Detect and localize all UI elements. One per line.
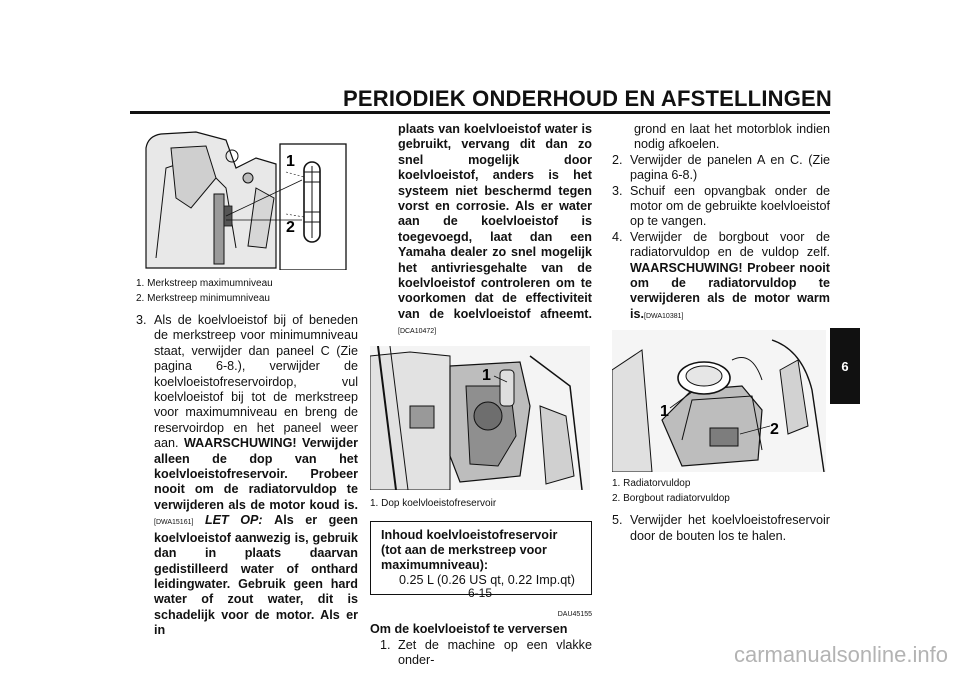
column-right: [612, 122, 830, 544]
step-number: 3.: [136, 313, 147, 327]
caption-line-1: 1. Merkstreep maximumniveau: [136, 278, 273, 289]
radiator-cap-illustration: [612, 330, 826, 472]
step-1-continued: grond en laat het motorblok indien nodig afkoelen.: [634, 122, 830, 152]
warning-text: WAARSCHUWING! Verwijder alleen de dop van het koelvloeistofreservoir. Probeer nooit om de radiatorvuldop te verwijderen als de motor koud is.: [154, 436, 358, 512]
reservoir-cap-illustration: [370, 346, 590, 490]
caution-continued: [370, 122, 592, 340]
caption-line-2: 2. Merkstreep minimumniveau: [136, 293, 270, 304]
reference-code: DAU45155: [557, 610, 592, 618]
figure-caption: 1. Dop koelvloeistofreservoir: [370, 497, 497, 509]
figure-caption: [612, 476, 830, 506]
figure-label-2: 2: [286, 219, 295, 236]
step-4: [612, 230, 830, 324]
letop-text: Als er geen koelvloeistof aanwezig is, gebruik dan in plaats daarvan gedistilleerd water of onthard leidingwater. Gebruik geen hard water of zout water, dit is schadelijk voor de motor. Als er in: [154, 513, 358, 638]
step-number: 4.: [612, 229, 623, 244]
page-number: 6-15: [468, 586, 493, 600]
spec-title: Inhoud koelvloeistofreservoir (tot aan de merkstreep voor maximumniveau):: [381, 527, 558, 572]
step-text: Schuif een opvangbak onder de motor om de gebruikte koelvloeistof op te vangen.: [630, 183, 830, 229]
spec-box: [370, 521, 592, 595]
figure-coolant-level-marks: [136, 128, 356, 270]
step-number: 3.: [612, 183, 623, 198]
figure-radiator-cap: [612, 330, 826, 472]
page-header-title: PERIODIEK ONDERHOUD EN AFSTELLINGEN: [343, 86, 832, 111]
warning-text: WAARSCHUWING! Probeer nooit om de radiatorvuldop te verwijderen als de motor warm is.: [630, 260, 830, 321]
step-1: [370, 638, 592, 669]
step-text: Zet de machine op een vlakke onder-: [398, 637, 592, 667]
section-title: Om de koelvloeistof te verversen: [370, 622, 568, 637]
watermark: carmanualsonline.info: [733, 642, 948, 667]
spec-value: 0.25 L (0.26 US qt, 0.22 Imp.qt): [399, 572, 575, 587]
step-number: 1.: [380, 637, 391, 652]
caption-line-2: 2. Borgbout radiatorvuldop: [612, 493, 730, 505]
figure-label-1: 1: [286, 153, 295, 170]
figure-caption: [136, 276, 358, 306]
step-text: Verwijder de panelen A en C. (Zie pagina 6-8.): [630, 152, 830, 183]
step-2: [612, 153, 830, 184]
step-3: [612, 184, 830, 230]
step-text: Verwijder het koelvloeistofreservoir door de bouten los te halen.: [630, 513, 830, 543]
step-4-text: Verwijder de borgbout voor de radiatorvuldop en de vuldop zelf.: [630, 229, 830, 260]
step-number: 2.: [612, 152, 623, 167]
figure-label-1: 1: [660, 403, 669, 421]
step-text: [630, 230, 830, 324]
warning-code: [DWA15161]: [154, 519, 194, 527]
step-3-text: Als de koelvloeistof bij of beneden de merkstreep voor minimumniveau staat, verwijder dan paneel C (Zie pagina 6-8.), verwijder de koelvloeistofreservoirdop, vul koelvloeistof bij tot de merkstreep voor maximumniveau en breng de reservoirdop en het paneel weer aan.: [154, 313, 358, 451]
header-rule: [130, 111, 830, 114]
figure-reservoir-cap: [370, 346, 590, 490]
letop-label: LET OP:: [204, 513, 263, 528]
warning-code: [DWA10381]: [644, 312, 684, 320]
caution-code: [DCA10472]: [398, 328, 437, 336]
step-3: [136, 313, 358, 639]
step-5: [612, 513, 830, 544]
figure-label-1: 1: [482, 366, 491, 384]
step-number: 5.: [612, 513, 623, 528]
chapter-tab[interactable]: 6: [830, 328, 860, 404]
caution-text: plaats van koelvloeistof water is gebruikt, vervang dit dan zo snel mogelijk door koelvloeistof, anders is het systeem niet beschermd tegen vorst en corrosie. Als er water aan de koelvloeistof is toegevoegd, laat dan een Yamaha dealer zo snel mogelijk het antivriesgehalte van de koelvloeistof controleren om te voorkomen dat de effectiviteit van de koelvloeistof afneemt.: [398, 122, 592, 321]
coolant-reservoir-illustration: [136, 128, 356, 270]
column-left: [136, 128, 358, 639]
figure-label-2: 2: [770, 421, 779, 439]
caption-line-1: 1. Radiatorvuldop: [612, 478, 691, 490]
step-text: [154, 313, 358, 639]
